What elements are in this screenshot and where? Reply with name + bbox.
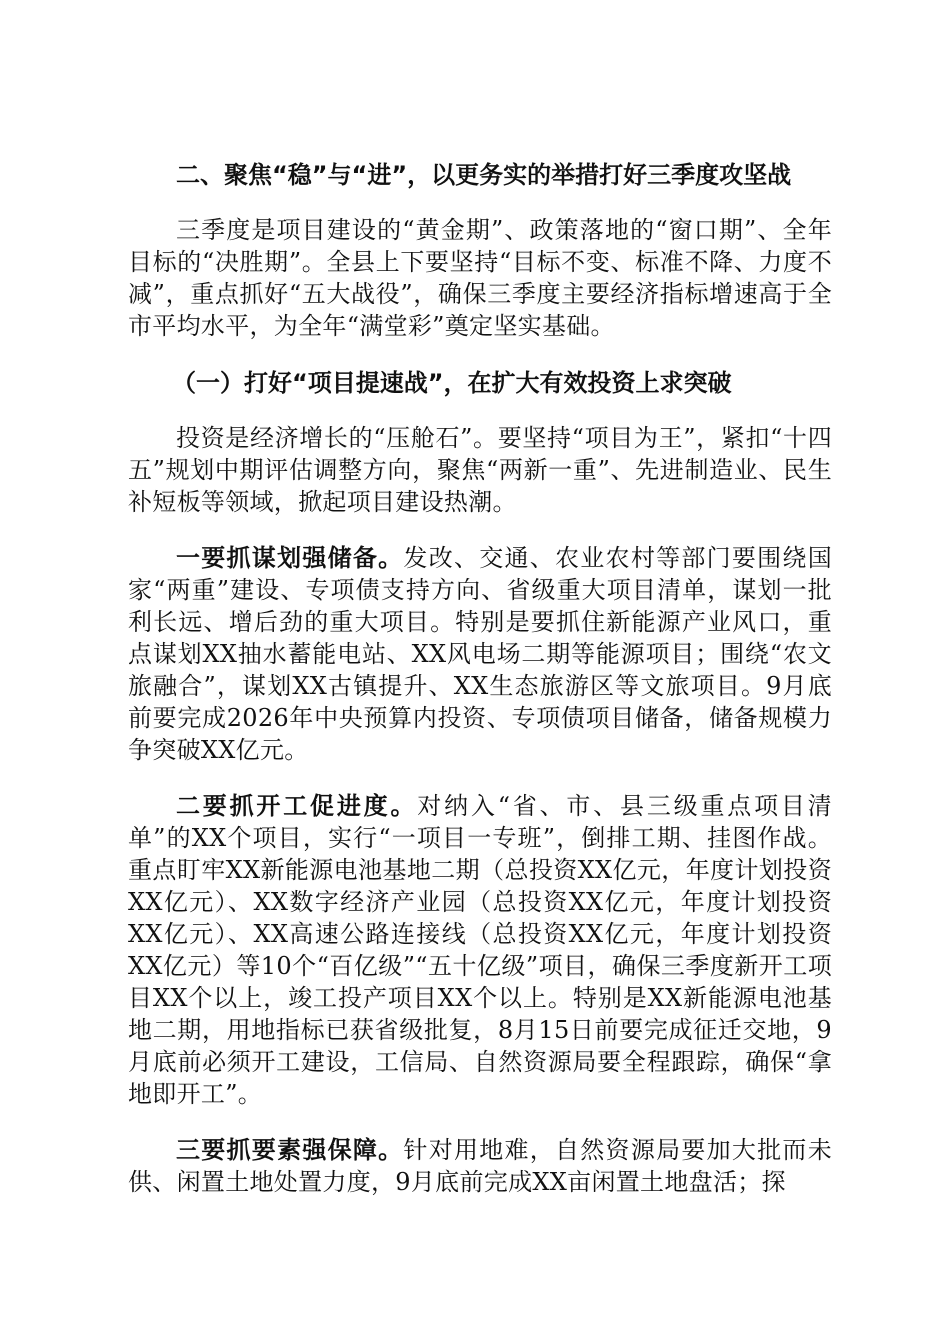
item-resources-lead: 三要抓要素强保障。 [176, 1136, 404, 1164]
intro-paragraph: 三季度是项目建设的“黄金期”、政策落地的“窗口期”、全年目标的“决胜期”。全县上下要坚持“目标不变、标准不降、力度不减”，重点抓好“五大战役”，确保三季度主要经济指标增速高于全市平均水平，为全年“满堂彩”奠定坚实基础。 [128, 216, 832, 340]
item-resources-paragraph [128, 1134, 832, 1198]
item-resources-text: 针对用地难，自然资源局要加大批而未供、闲置土地处置力度，9月底前完成XX亩闲置土地盘活；探 [128, 1136, 833, 1196]
item-construction-paragraph [128, 790, 832, 1110]
document-body [128, 158, 832, 1222]
section-heading: 二、聚焦“稳”与“进”，以更务实的举措打好三季度攻坚战 [176, 161, 792, 189]
investment-paragraph: 投资是经济增长的“压舱石”。要坚持“项目为王”，紧扣“十四五”规划中期评估调整方向，聚焦“两新一重”、先进制造业、民生补短板等领域，掀起项目建设热潮。 [128, 424, 832, 516]
item-construction-text: 对纳入“省、市、县三级重点项目清单”的XX个项目，实行“一项目一专班”，倒排工期、挂图作战。重点盯牢XX新能源电池基地二期（总投资XX亿元，年度计划投资XX亿元）、XX数字经济产业园（总投资XX亿元，年度计划投资XX亿元）、XX高速公路连接线（总投资XX亿元，年度计划投资XX亿元）等10个“百亿级”“五十亿级”项目，确保三季度新开工项目XX个以上，竣工投产项目XX个以上。特别是XX新能源电池基地二期，用地指标已获省级批复，8月15日前要完成征迁交地，9月底前必须开工建设，工信局、自然资源局要全程跟踪，确保“拿地即开工”。 [128, 792, 832, 1108]
item-planning-paragraph [128, 542, 832, 766]
item-planning-lead: 一要抓谋划强储备。 [176, 544, 404, 572]
item-construction-lead: 二要抓开工促进度。 [176, 792, 418, 820]
subsection-heading: （一）打好“项目提速战”，在扩大有效投资上求突破 [172, 369, 732, 397]
item-planning-text: 发改、交通、农业农村等部门要围绕国家“两重”建设、专项债支持方向、省级重大项目清单，谋划一批利长远、增后劲的重大项目。特别是要抓住新能源产业风口，重点谋划XX抽水蓄能电站、XX风电场二期等能源项目；围绕“农文旅融合”，谋划XX古镇提升、XX生态旅游区等文旅项目。9月底前要完成2026年中央预算内投资、专项债项目储备，储备规模力争突破XX亿元。 [128, 544, 833, 764]
